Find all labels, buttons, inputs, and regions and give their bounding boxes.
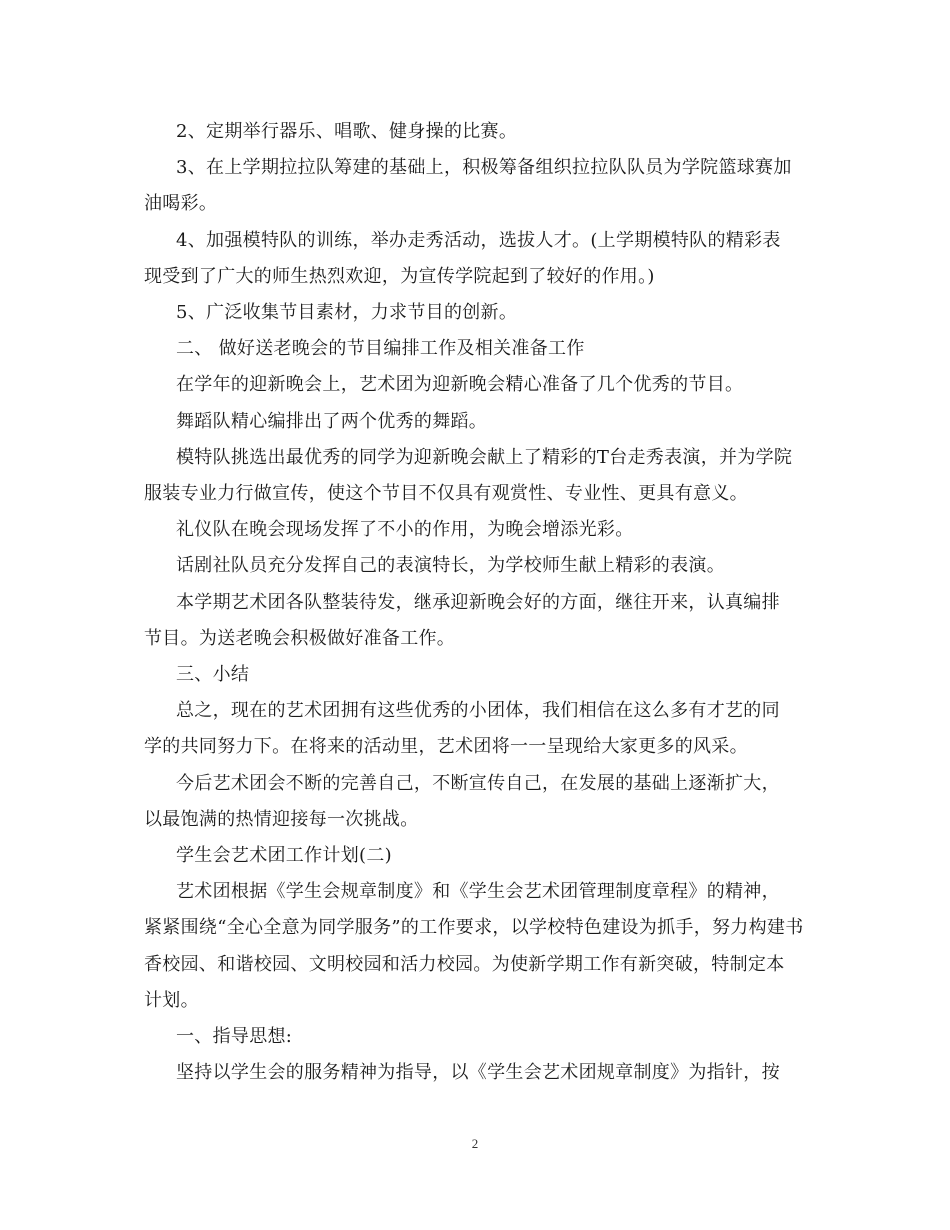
text-line: 二、 做好送老晚会的节目编排工作及相关准备工作: [176, 338, 585, 360]
text-line: 计划。: [144, 989, 199, 1011]
text-line: 现受到了广大的师生热烈欢迎，为宣传学院起到了较好的作用。): [144, 265, 655, 287]
text-line: 在学年的迎新晚会上，艺术团为迎新晚会精心准备了几个优秀的节目。: [176, 374, 744, 396]
text-line: 今后艺术团会不断的完善自己，不断宣传自己，在发展的基础上逐渐扩大，: [176, 772, 780, 794]
text-line: 学的共同努力下。在将来的活动里，艺术团将一一呈现给大家更多的风采。: [144, 736, 748, 758]
text-line: 本学期艺术团各队整装待发，继承迎新晚会好的方面，继往开来，认真编排: [176, 591, 780, 613]
page-number: 2: [471, 1136, 479, 1151]
text-line: 4、加强模特队的训练，举办走秀活动，选拔人才。(上学期模特队的精彩表: [176, 229, 781, 251]
text-line: 坚持以学生会的服务精神为指导，以《学生会艺术团规章制度》为指针，按: [176, 1062, 780, 1084]
text-line: 一、指导思想:: [176, 1026, 293, 1048]
text-line: 总之，现在的艺术团拥有这些优秀的小团体，我们相信在这么多有才艺的同: [176, 700, 780, 722]
text-line: 香校园、和谐校园、文明校园和活力校园。为使新学期工作有新突破，特制定本: [144, 953, 785, 975]
text-line: 学生会艺术团工作计划(二): [176, 845, 392, 867]
text-line: 服装专业力行做宣传，使这个节目不仅具有观赏性、专业性、更具有意义。: [144, 483, 748, 505]
text-line: 以最饱满的热情迎接每一次挑战。: [144, 808, 419, 830]
text-line: 三、小结: [176, 664, 250, 686]
text-line: 油喝彩。: [144, 193, 218, 215]
text-line: 3、在上学期拉拉队筹建的基础上，积极筹备组织拉拉队队员为学院篮球赛加: [176, 157, 792, 179]
document-body: [144, 114, 814, 1091]
text-line: 模特队挑选出最优秀的同学为迎新晚会献上了精彩的T台走秀表演，并为学院: [176, 446, 793, 468]
text-line: 艺术团根据《学生会规章制度》和《学生会艺术团管理制度章程》的精神，: [176, 881, 780, 903]
text-line: 5、广泛收集节目素材，力求节目的创新。: [176, 302, 518, 324]
text-line: 节目。为送老晚会积极做好准备工作。: [144, 627, 456, 649]
text-line: 话剧社队员充分发挥自己的表演特长，为学校师生献上精彩的表演。: [176, 555, 725, 577]
text-line: 舞蹈队精心编排出了两个优秀的舞蹈。: [176, 410, 488, 432]
text-line: 紧紧围绕“全心全意为同学服务”的工作要求，以学校特色建设为抓手，努力构建书: [144, 917, 804, 939]
text-line: 2、定期举行器乐、唱歌、健身操的比赛。: [176, 121, 518, 142]
text-line: 礼仪队在晚会现场发挥了不小的作用，为晚会增添光彩。: [176, 519, 634, 541]
